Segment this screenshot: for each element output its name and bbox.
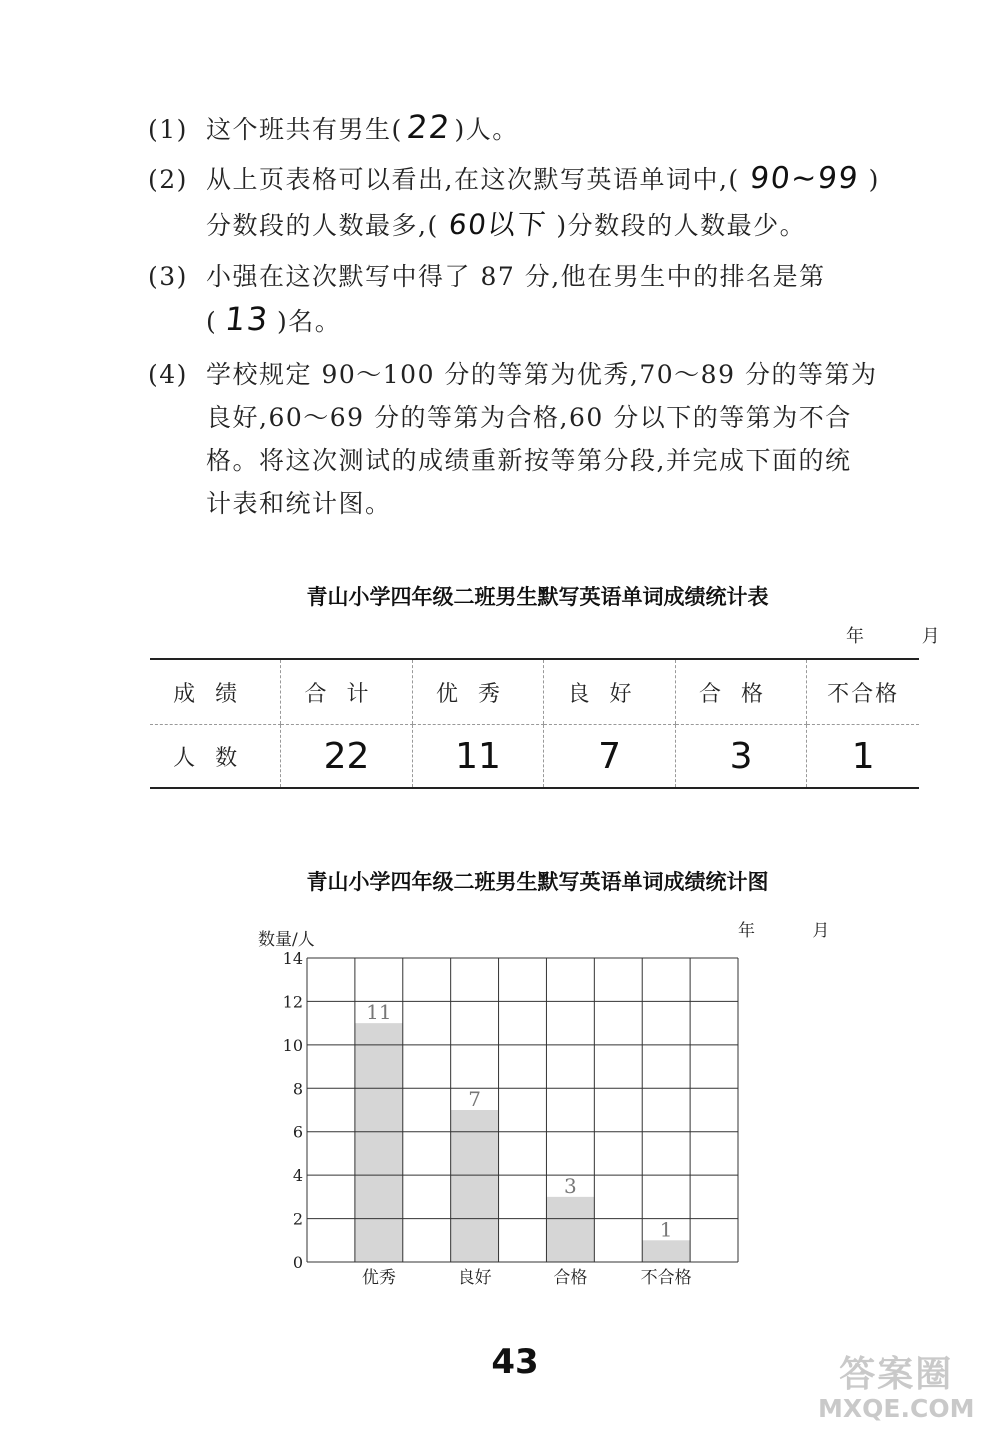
question-text: ): [868, 165, 880, 194]
watermark-url: MXQE.COM: [818, 1393, 975, 1423]
question-number: (1): [148, 115, 188, 144]
page-number: 43: [491, 1342, 539, 1382]
bar-data-label: 3: [564, 1173, 577, 1198]
question-4-line-2: [206, 398, 852, 434]
question-text: 学校规定 90～100 分的等第为优秀,70～89 分的等第为: [206, 360, 878, 389]
cell-value-good: 7: [544, 725, 676, 789]
question-number: (2): [148, 165, 188, 194]
y-tick-label: 14: [282, 949, 303, 968]
bar-data-label: 7: [468, 1087, 481, 1111]
question-text: 计表和统计图。: [206, 489, 392, 518]
bar: [642, 1240, 690, 1262]
question-text: )分数段的人数最少。: [556, 211, 807, 240]
table-header-row: [150, 659, 919, 725]
question-text: )名。: [276, 307, 342, 336]
question-text: 分数段的人数最多,(: [206, 211, 439, 240]
table-title: 青山小学四年级二班男生默写英语单词成绩统计表: [306, 585, 769, 609]
question-text: 小强在这次默写中得了 87 分,他在男生中的排名是第: [206, 262, 826, 291]
watermark: [818, 1355, 974, 1422]
y-tick-label: 0: [292, 1253, 303, 1272]
bar-chart: [0, 925, 1000, 1285]
question-3-line-2: [206, 300, 341, 338]
question-number: (3): [148, 262, 188, 291]
question-3: [148, 257, 826, 293]
stat-table: [150, 658, 919, 789]
question-2: [148, 160, 880, 196]
question-text: )人。: [454, 115, 519, 144]
question-text: 格。将这次测试的成绩重新按等第分段,并完成下面的统: [206, 446, 852, 475]
cell-value-pass: 3: [675, 725, 807, 789]
chart-date: 年 月: [738, 921, 856, 941]
answer-handwritten: 13: [223, 300, 271, 338]
y-tick-label: 2: [292, 1209, 303, 1229]
bar: [355, 1023, 403, 1262]
bar-data-label: 1: [659, 1217, 673, 1242]
header-cell: 合格: [675, 659, 807, 725]
x-category-label: 良好: [457, 1268, 492, 1285]
question-1: [148, 108, 519, 146]
x-category-label: 优秀: [361, 1268, 396, 1285]
question-text: 这个班共有男生(: [206, 115, 403, 144]
y-tick-label: 6: [292, 1122, 303, 1142]
x-category-label: 不合格: [640, 1268, 692, 1285]
bar: [451, 1110, 499, 1262]
bar-data-label: 11: [366, 1000, 392, 1025]
question-4: [148, 355, 877, 391]
x-category-label: 合格: [553, 1268, 588, 1285]
question-text: 良好,60～69 分的等第为合格,60 分以下的等第为不合: [206, 403, 852, 432]
header-cell: 合计: [281, 659, 413, 725]
question-text: 从上页表格可以看出,在这次默写英语单词中,(: [206, 165, 740, 194]
question-text: (: [206, 307, 218, 336]
cell-value-total: 22: [281, 725, 413, 789]
y-tick-label: 12: [282, 992, 303, 1012]
row-label: 人数: [150, 725, 281, 789]
watermark-text: 答案圈: [839, 1354, 954, 1395]
header-cell: 不合格: [807, 659, 919, 725]
header-cell: 良好: [544, 659, 676, 725]
question-number: (4): [148, 360, 188, 389]
y-tick-label: 10: [282, 1035, 303, 1055]
cell-value-fail: 1: [807, 725, 919, 789]
question-2-line-2: [206, 203, 806, 243]
header-cell: 优秀: [412, 659, 544, 725]
cell-value-excellent: 11: [412, 725, 544, 789]
bar: [546, 1197, 594, 1262]
question-4-line-3: [206, 441, 851, 477]
answer-handwritten: 60以下: [446, 208, 548, 241]
table-row: [150, 725, 919, 789]
header-cell: 成绩: [150, 659, 281, 725]
y-tick-label: 4: [292, 1166, 303, 1186]
answer-handwritten: 90~99: [747, 161, 861, 196]
y-tick-label: 8: [292, 1079, 303, 1099]
question-4-line-4: [206, 484, 392, 520]
table-date: 年 月: [846, 626, 966, 647]
answer-handwritten: 22: [404, 108, 453, 146]
chart-title: 青山小学四年级二班男生默写英语单词成绩统计图: [306, 870, 769, 894]
y-axis-label: 数量/人: [258, 930, 315, 950]
